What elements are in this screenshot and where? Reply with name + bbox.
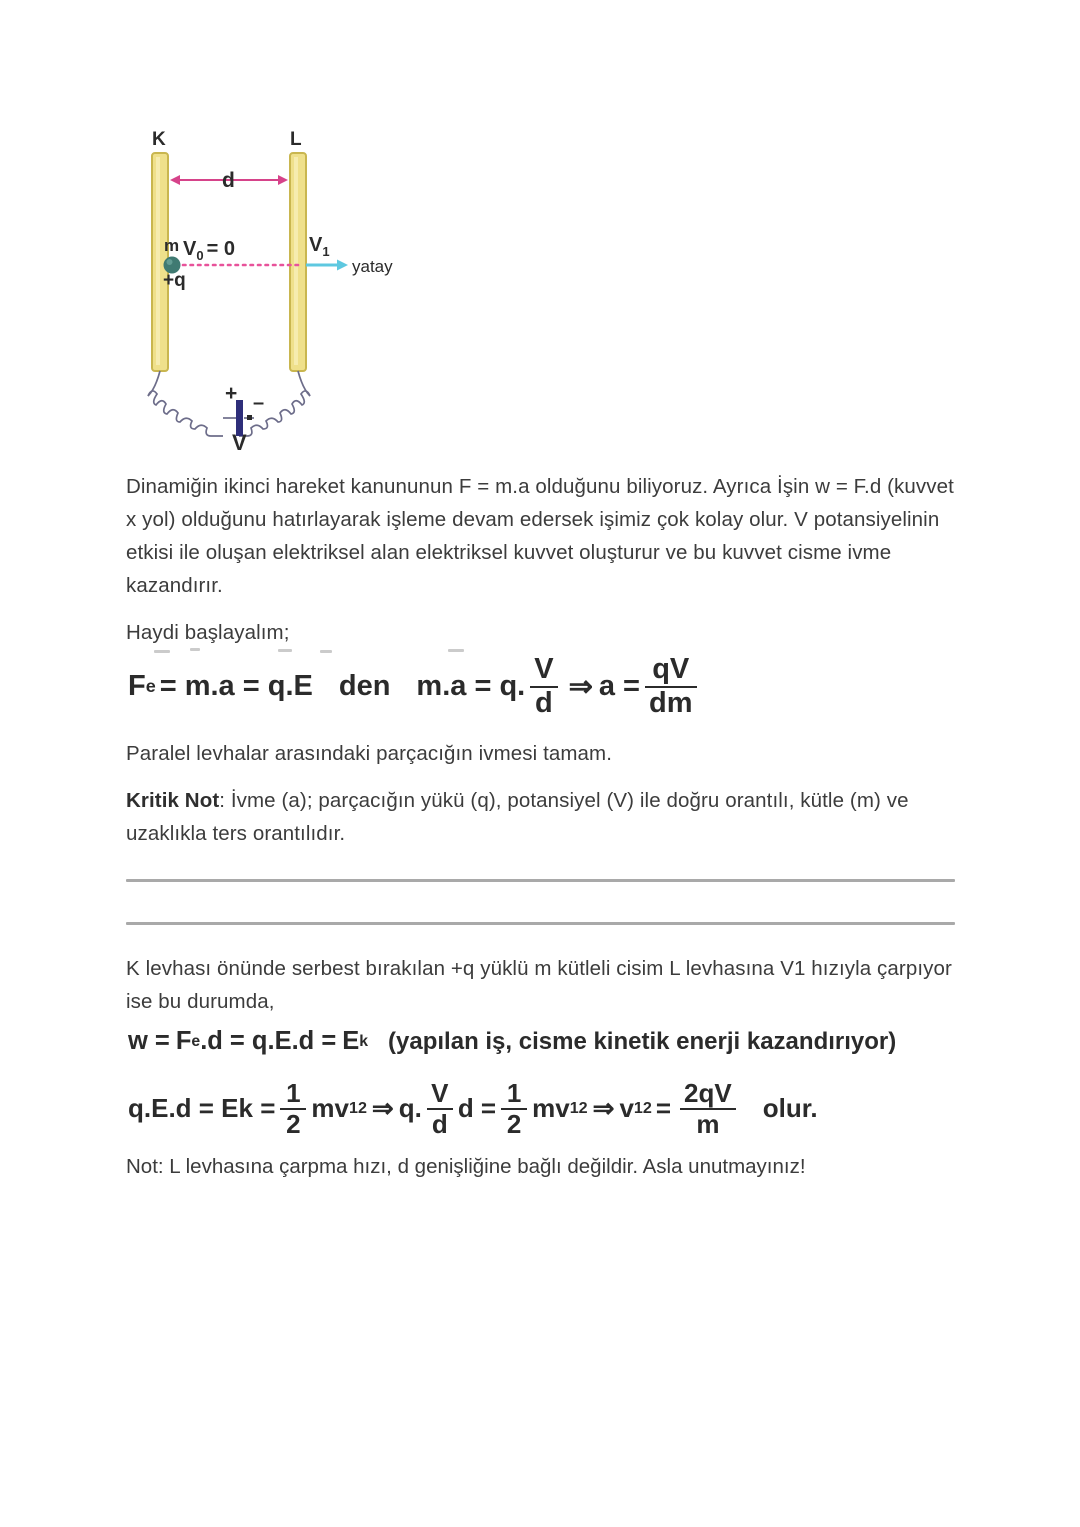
formula3-half-1 xyxy=(280,1080,306,1137)
formula3-mv-sub: 1 xyxy=(348,1099,358,1118)
formula3-mv: mv xyxy=(311,1093,349,1124)
formula3-mv-sup: 2 xyxy=(357,1099,367,1118)
formula1-part1: = m.a = q.E xyxy=(159,670,313,703)
formula3-half2-den: 2 xyxy=(506,1108,522,1139)
formula1-frac2-den: dm xyxy=(649,686,693,719)
critical-note-section xyxy=(126,737,956,864)
parallel-plate-capacitor-diagram xyxy=(126,128,456,450)
formula3-implies-2: ⇒ xyxy=(592,1093,615,1124)
formula3-fraction-2qv-over-m xyxy=(680,1080,736,1137)
formula1-fraction-v-over-d xyxy=(530,655,557,718)
formula-work-energy xyxy=(128,1027,896,1056)
formula2-mid: .d = q.E.d = xyxy=(200,1027,337,1055)
label-mass-m: m xyxy=(164,236,180,255)
formula-final-velocity xyxy=(128,1080,818,1137)
formula3-half1-den: 2 xyxy=(286,1108,301,1139)
plate-l-icon xyxy=(290,153,306,371)
formula2-f-symbol: F xyxy=(175,1027,192,1055)
critical-note-body: : İvme (a); parçacığın yükü (q), potansiyel (V) ile doğru orantılı, kütle (m) ve uzaklıkla ters orantılıdır. xyxy=(126,789,909,845)
formula1-frac1-num: V xyxy=(534,653,554,685)
formula3-d-times: d = xyxy=(457,1093,497,1124)
formula3-lhs: q.E.d = Ek = xyxy=(128,1093,276,1124)
formula1-implies: ⇒ xyxy=(568,671,593,704)
formula3-half2-num: 1 xyxy=(506,1078,522,1108)
after-formula-paragraph: Paralel levhalar arasındaki parçacığın ivmesi tamam. xyxy=(126,742,613,765)
formula3-res-num: 2qV xyxy=(684,1078,732,1108)
formula3-mv2: mv xyxy=(532,1093,570,1124)
section-divider-top xyxy=(126,879,955,882)
formula3-v-sub: 1 xyxy=(633,1099,643,1118)
label-battery-minus: – xyxy=(253,392,265,414)
formula3-mv2-sub: 1 xyxy=(569,1099,579,1118)
label-plate-k: K xyxy=(152,129,166,150)
formula1-den-word: den xyxy=(338,670,391,703)
label-charge-q: +q xyxy=(163,270,186,291)
formula1-f-symbol: F xyxy=(128,670,146,703)
intro-paragraph: Dinamiğin ikinci hareket kanununun F = m.a olduğunu biliyoruz. Ayrıca İşin w = F.d (kuvvet x yol) olduğunu hatırlayarak işleme devam edersek işimiz çok kolay olur. V potansiyelinin etkisi ile oluşan elektriksel alan elektriksel kuvvet oluşturur ve bu kuvvet cisme ivme kazandırır. xyxy=(126,475,954,597)
formula3-fracv-num: V xyxy=(431,1078,449,1108)
formula1-f-sub: e xyxy=(145,676,156,697)
formula-acceleration xyxy=(128,655,702,718)
formula3-half1-num: 1 xyxy=(286,1078,301,1108)
formula2-e-symbol: E xyxy=(342,1027,360,1055)
formula3-half-2 xyxy=(501,1080,527,1137)
formula3-olur: olur. xyxy=(762,1093,818,1124)
formula2-note: (yapılan iş, cisme kinetik enerji kazandırıyor) xyxy=(388,1027,897,1055)
formula3-q-dot: q. xyxy=(398,1093,422,1124)
critical-note-label: Kritik Not xyxy=(126,789,220,812)
velocity-arrow-icon xyxy=(306,260,348,271)
formula1-fraction-qv-over-dm xyxy=(645,655,697,718)
formula3-fraction-v-over-d xyxy=(427,1080,453,1137)
formula3-v-sup: 2 xyxy=(642,1099,652,1118)
formula2-f-sub: e xyxy=(191,1032,201,1050)
label-battery-plus: + xyxy=(225,382,238,405)
formula1-part2: m.a = q. xyxy=(416,670,526,703)
section2 xyxy=(126,952,956,1032)
formula2-w: w = xyxy=(128,1027,170,1055)
section2-intro-paragraph: K levhası önünde serbest bırakılan +q yüklü m kütleli cisim L levhasına V1 hızıyla çarpıyor ise bu durumda, xyxy=(126,957,952,1013)
formula2-e-sub: k xyxy=(359,1032,369,1050)
formula3-implies-1: ⇒ xyxy=(371,1093,394,1124)
formula3-res-den: m xyxy=(696,1108,720,1139)
label-final-velocity: $V_1$ xyxy=(309,234,330,259)
formula1-result-lhs: a = xyxy=(598,670,640,703)
label-distance-d: d xyxy=(222,169,235,192)
label-battery-v: V xyxy=(232,430,247,450)
formula3-equals: = xyxy=(655,1093,672,1124)
critical-note-paragraph xyxy=(126,784,956,850)
label-plate-l: L xyxy=(290,129,302,150)
formula1-frac1-den: d xyxy=(535,686,553,719)
formula3-v-symbol: v xyxy=(619,1093,634,1124)
formula3-fracv-den: d xyxy=(431,1108,448,1139)
formula1-frac2-num: qV xyxy=(652,653,690,685)
intro-section xyxy=(126,470,956,659)
final-note-paragraph: Not: L levhasına çarpma hızı, d genişliğine bağlı değildir. Asla unutmayınız! xyxy=(126,1155,806,1178)
lets-start-paragraph: Haydi başlayalım; xyxy=(126,621,290,644)
label-yatay: yatay xyxy=(352,257,393,276)
label-initial-velocity: $V_0 = 0$ xyxy=(183,238,235,263)
section-divider-bottom xyxy=(126,922,955,925)
formula3-mv2-sup: 2 xyxy=(578,1099,588,1118)
